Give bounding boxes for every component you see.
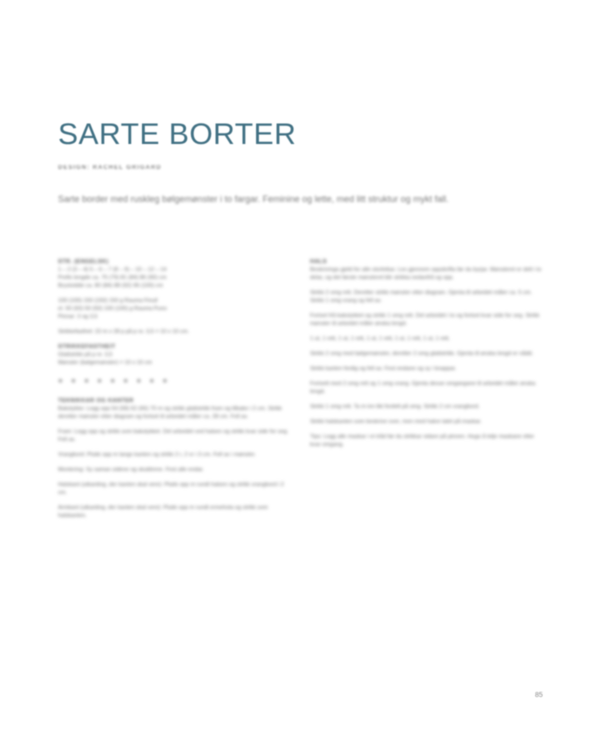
page-number: 85 xyxy=(535,692,543,699)
page-title: SARTE BORTER xyxy=(58,118,297,151)
right-column xyxy=(310,258,545,456)
stitches-line: Glattstrikk på p nr. 3,5 xyxy=(58,352,113,358)
tips-paragraph: Fram: Legg opp og strikk som bakstykket. Del arbeidet ved halsen og strikk kvar side for seg. Fell av. xyxy=(58,429,289,443)
size-line: Brystvidde ca. 80 (84) 88 (92) 96 (100) cm xyxy=(58,283,164,289)
body-paragraph: Strikk kanten ferdig og fell av. Fest endane og sy i knappar. xyxy=(310,366,457,372)
body-paragraph: Tips: Legg alle maskar i ei tråd før du strikkar vidare på pinnen. Hugs å telje maskane etter kvar omgang. xyxy=(310,434,535,448)
body-paragraph: Strikk 2 omg med bølgemønster, deretter 2 omg glattstrikk. Gjenta til ønska lengd er nådd. xyxy=(310,351,534,357)
body-paragraph: Strikk halskanten som beskrive over, men med halve talet på maskar. xyxy=(310,419,482,425)
size-line: Prefix lengde ca. 75 (79) 81 (84) 86 (90) cm xyxy=(58,275,167,281)
size-heading: STR. (ENGELSK) xyxy=(58,259,109,265)
body-paragraph: Strikk 2 omg rett. Deretter strikk mønster etter diagram. Gjenta til arbeidet måler ca. 5 cm. Strikk 1 omg vrang og fell av. xyxy=(310,290,532,304)
tips-paragraph: Halskant (utkanting, der kanten skal vere): Plukk opp m rundt halsen og strikk vrangbord i 2 cm. xyxy=(58,482,285,496)
intro-paragraph: Sarte border med ruskleg bølgemønster i to fargar. Feminine og lette, med litt struktur og mykt fall. xyxy=(58,194,449,204)
yarn-line: el. 50 (50) 50 (50) 100 (100) g Rauma Puno xyxy=(58,306,167,312)
stitches-line: Mønster (bølgemønster) = 10 x 10 cm xyxy=(58,360,153,366)
size-line: 1 – 2 (3 – 4) 5 – 6 – 7 (8 – 9) – 10 – 12 – 14 xyxy=(58,267,167,273)
tips-paragraph: Vrangbord: Plukk opp m langs kanten og strikk 2 r, 2 vr i 3 cm. Fell av i mønster. xyxy=(58,452,256,458)
left-column xyxy=(58,258,293,527)
body-paragraph: Fortset frå bakstykket og strikk 1 omg rett. Del arbeidet i to og fortset kvar side for seg. Strikk mønster til arbeidet måler ønska lengd. xyxy=(310,313,540,327)
designer-credit: DESIGN: RACHEL GRIGARD xyxy=(58,165,162,171)
body-paragraph: Fortsett med 2 omg rett og 1 omg vrang. Gjenta desse omgangane til arbeidet måler ønska lengd. xyxy=(310,381,536,395)
tips-paragraph: Bakstykke: Legg opp 54 (58) 62 (66) 70 m og strikk glattstrikk fram og tilbake i 2 cm. Strikk deretter mønster etter diagram og fortset til arbeidet måler ca. 28 cm. Fell av. xyxy=(58,406,282,420)
yarn-line: 100 (100) 150 (150) 150 g Rauma Finull xyxy=(58,298,158,304)
tips-paragraph: Armkant (utkanting, der kanten skal vere): Plukk opp m rundt ermehola og strikk som halskanten. xyxy=(58,505,268,519)
stitches-heading: STRIKKEFASTHEIT xyxy=(58,344,116,350)
tips-paragraph: Montering: Sy saman sidene og skuldrene. Fest alle endar. xyxy=(58,467,204,473)
gauge-line: Strikkefasthet: 22 m x 28 p på p nr. 3,5 = 10 x 10 cm. xyxy=(58,329,190,335)
section-divider-dots: ● ● ● ● ● ● ● ● ● xyxy=(58,376,171,385)
body-paragraph: Beskrivinga gjeld for alle storleikar. Les gjennom oppskrifta før du byrjar. Mønsteret er delt i to delar, og det første mønsteret blir strikka nedanfrå og opp. xyxy=(310,267,542,281)
right-heading: HALS xyxy=(310,259,327,265)
body-paragraph: 1 ut, 1 rett, 1 ut, 1 rett, 1 ut, 1 rett, 1 ut, 1 rett, 1 ut, 1 rett. xyxy=(310,336,450,342)
tips-heading: TEKNIKKAR OG KANTER xyxy=(58,398,134,404)
body-paragraph: Strikk 1 omg rett. Ta m inn likt fordelt på omg. Strikk 2 cm vrangbord. xyxy=(310,404,480,410)
yarn-line: Pinnar: 3 og 3,5 xyxy=(58,314,98,320)
